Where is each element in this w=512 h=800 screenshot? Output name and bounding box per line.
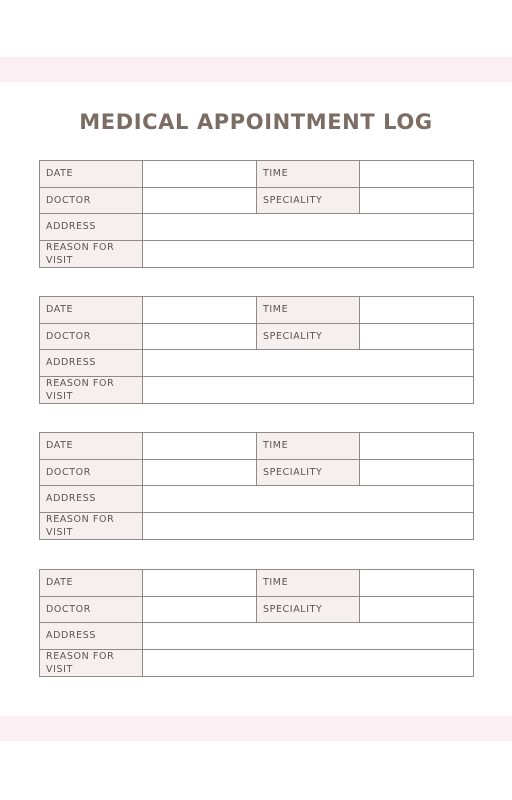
address-label: ADDRESS	[40, 486, 143, 513]
reason-field[interactable]	[143, 512, 474, 539]
time-label: TIME	[257, 297, 360, 324]
appointment-entry-2	[39, 296, 474, 404]
reason-label-line2: VISIT	[46, 254, 73, 266]
appointment-entry-4	[39, 569, 474, 677]
reason-field[interactable]	[143, 376, 474, 403]
speciality-field[interactable]	[360, 187, 474, 214]
reason-label-line2: VISIT	[46, 663, 73, 675]
address-field[interactable]	[143, 214, 474, 241]
time-field[interactable]	[360, 161, 474, 188]
time-field[interactable]	[360, 570, 474, 597]
doctor-field[interactable]	[143, 187, 257, 214]
speciality-field[interactable]	[360, 323, 474, 350]
doctor-field[interactable]	[143, 596, 257, 623]
reason-field[interactable]	[143, 240, 474, 267]
date-field[interactable]	[143, 297, 257, 324]
speciality-label: SPECIALITY	[257, 459, 360, 486]
reason-label-line1: REASON FOR	[46, 241, 115, 253]
speciality-label: SPECIALITY	[257, 187, 360, 214]
date-label: DATE	[40, 433, 143, 460]
time-field[interactable]	[360, 297, 474, 324]
address-label: ADDRESS	[40, 214, 143, 241]
reason-label	[40, 512, 143, 539]
appointment-entry-1	[39, 160, 474, 268]
date-label: DATE	[40, 297, 143, 324]
page-title: MEDICAL APPOINTMENT LOG	[79, 110, 433, 134]
speciality-field[interactable]	[360, 596, 474, 623]
date-field[interactable]	[143, 570, 257, 597]
reason-field[interactable]	[143, 649, 474, 676]
address-field[interactable]	[143, 486, 474, 513]
reason-label-line1: REASON FOR	[46, 650, 115, 662]
appointment-entry-3	[39, 432, 474, 540]
address-field[interactable]	[143, 623, 474, 650]
doctor-label: DOCTOR	[40, 187, 143, 214]
bottom-decorative-band	[0, 716, 512, 741]
doctor-label: DOCTOR	[40, 596, 143, 623]
time-label: TIME	[257, 570, 360, 597]
reason-label-line1: REASON FOR	[46, 513, 115, 525]
time-field[interactable]	[360, 433, 474, 460]
address-label: ADDRESS	[40, 350, 143, 377]
time-label: TIME	[257, 161, 360, 188]
reason-label-line2: VISIT	[46, 526, 73, 538]
reason-label	[40, 376, 143, 403]
reason-label	[40, 649, 143, 676]
date-label: DATE	[40, 570, 143, 597]
date-label: DATE	[40, 161, 143, 188]
date-field[interactable]	[143, 433, 257, 460]
reason-label	[40, 240, 143, 267]
time-label: TIME	[257, 433, 360, 460]
date-field[interactable]	[143, 161, 257, 188]
address-field[interactable]	[143, 350, 474, 377]
top-decorative-band	[0, 57, 512, 82]
doctor-label: DOCTOR	[40, 459, 143, 486]
speciality-label: SPECIALITY	[257, 596, 360, 623]
doctor-field[interactable]	[143, 323, 257, 350]
address-label: ADDRESS	[40, 623, 143, 650]
speciality-label: SPECIALITY	[257, 323, 360, 350]
doctor-label: DOCTOR	[40, 323, 143, 350]
reason-label-line1: REASON FOR	[46, 377, 115, 389]
speciality-field[interactable]	[360, 459, 474, 486]
reason-label-line2: VISIT	[46, 390, 73, 402]
doctor-field[interactable]	[143, 459, 257, 486]
